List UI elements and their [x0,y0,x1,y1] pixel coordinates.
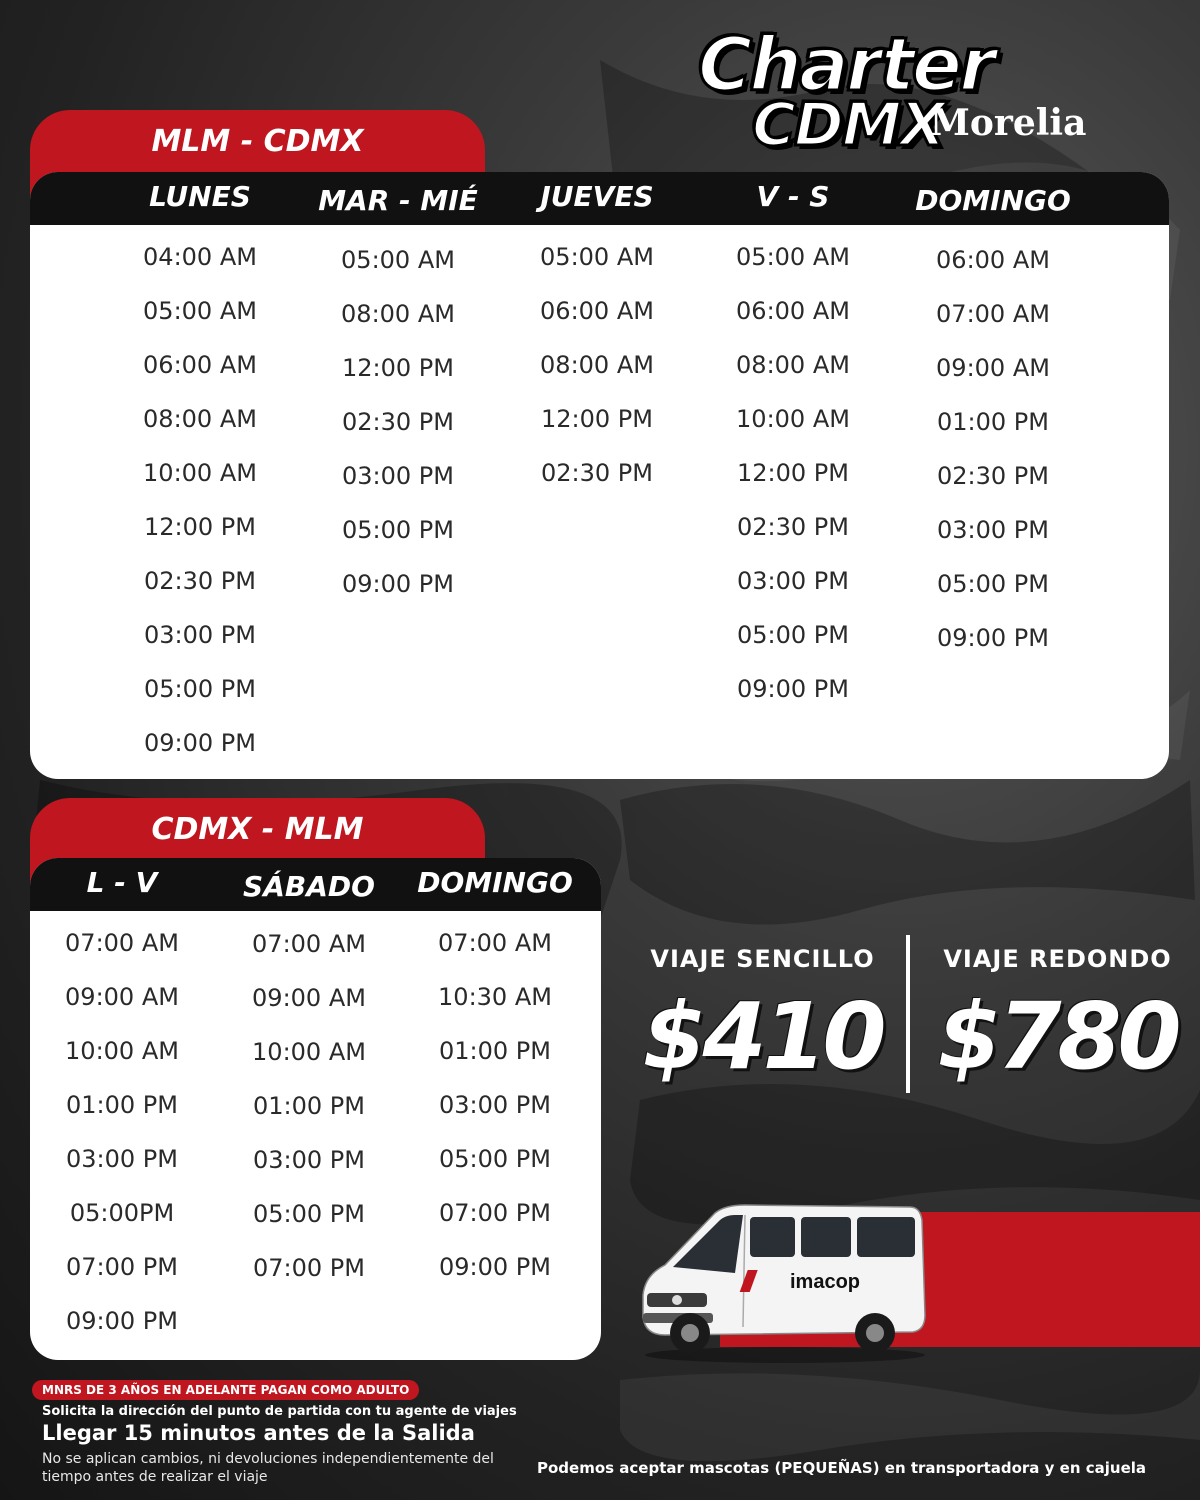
van-illustration [635,1195,935,1365]
departure-time: 09:00 PM [937,624,1049,652]
brand-logo [690,22,1110,162]
route-title: CDMX - MLM [151,812,364,847]
departure-time: 05:00 PM [439,1145,551,1173]
departure-time: 12:00 PM [541,405,653,433]
arrive-early-note: Llegar 15 minutos antes de la Salida [42,1421,475,1445]
times-column-v-s [736,240,850,726]
departure-time: 05:00 AM [341,246,455,274]
departure-time: 09:00 AM [252,984,366,1012]
times-column-l-v [65,926,179,1358]
departure-time: 09:00 PM [66,1307,178,1335]
times-column-lunes [143,240,257,779]
departure-time: 03:00 PM [937,516,1049,544]
col-header-l-v: L - V [86,866,158,899]
departure-time: 10:00 AM [65,1037,179,1065]
departure-time: 07:00 PM [253,1254,365,1282]
departure-time: 06:00 AM [143,351,257,379]
departure-time: 01:00 PM [66,1091,178,1119]
logo-city-text: Morelia [930,102,1087,144]
departure-time: 09:00 PM [144,729,256,757]
col-header-v-s: V - S [756,180,830,213]
departure-time: 03:00 PM [342,462,454,490]
departure-time: 07:00 AM [65,929,179,957]
price-divider [906,935,910,1093]
departure-time: 01:00 PM [253,1092,365,1120]
refund-policy-note: No se aplican cambios, ni devoluciones independientemente del tiempo antes de realizar el viaje [42,1451,494,1485]
departure-time: 09:00 PM [737,675,849,703]
schedule-card-cdmx-mlm [30,858,601,1360]
departure-time: 02:30 PM [737,513,849,541]
departure-time: 07:00 AM [252,930,366,958]
departure-time: 07:00 PM [66,1253,178,1281]
departure-time: 05:00 PM [937,570,1049,598]
departure-time: 04:00 AM [143,243,257,271]
departure-time: 05:00 PM [144,675,256,703]
price-round-label: VIAJE REDONDO [943,945,1172,973]
departure-time: 07:00 PM [439,1199,551,1227]
route-title: MLM - CDMX [151,124,364,159]
departure-time: 05:00 AM [736,243,850,271]
departure-time: 03:00 PM [737,567,849,595]
departure-time: 08:00 AM [540,351,654,379]
departure-time: 12:00 PM [737,459,849,487]
departure-time: 01:00 PM [439,1037,551,1065]
departure-time: 08:00 AM [143,405,257,433]
departure-time: 03:00 PM [439,1091,551,1119]
schedule-header-row [30,172,1169,225]
times-column-sabado [252,927,366,1305]
departure-time: 08:00 AM [341,300,455,328]
departure-time: 10:00 AM [252,1038,366,1066]
col-header-sabado: SÁBADO [243,870,375,903]
departure-time: 12:00 PM [342,354,454,382]
van-brand-text: imacop [790,1271,861,1293]
price-round-value: $780 [937,983,1178,1090]
departure-time: 08:00 AM [736,351,850,379]
departure-time: 09:00 PM [342,570,454,598]
departure-time: 07:00 AM [438,929,552,957]
departure-time: 05:00 AM [540,243,654,271]
times-column-domingo [936,243,1050,675]
departure-time: 03:00 PM [253,1146,365,1174]
departure-time: 02:30 PM [937,462,1049,490]
logo-charter-text: Charter [698,22,993,108]
price-round [935,945,1180,1090]
times-column-jueves [540,240,654,510]
departure-time: 05:00 PM [342,516,454,544]
departure-time: 01:00 PM [937,408,1049,436]
schedule-header-row [30,858,601,911]
departure-time: 10:30 AM [438,983,552,1011]
departure-time: 03:00 PM [66,1145,178,1173]
price-single [640,945,885,1090]
departure-time: 05:00 AM [143,297,257,325]
pets-note: Podemos aceptar mascotas (PEQUEÑAS) en transportadora y en cajuela [537,1459,1147,1477]
price-single-label: VIAJE SENCILLO [650,945,875,973]
col-header-domingo: DOMINGO [417,866,573,899]
departure-time: 02:30 PM [541,459,653,487]
col-header-jueves: JUEVES [540,180,654,213]
schedule-card-mlm-cdmx [30,172,1169,779]
departure-time: 07:00 AM [936,300,1050,328]
departure-time: 10:00 AM [736,405,850,433]
departure-time: 03:00 PM [144,621,256,649]
departure-time: 02:30 PM [342,408,454,436]
col-header-mar-mie: MAR - MIÉ [318,184,478,217]
departure-time: 06:00 AM [936,246,1050,274]
departure-time: 05:00PM [69,1199,175,1227]
departure-time: 06:00 AM [540,297,654,325]
price-single-value: $410 [642,983,883,1090]
departure-time: 12:00 PM [144,513,256,541]
departure-time: 09:00 AM [65,983,179,1011]
departure-time: 05:00 PM [253,1200,365,1228]
times-column-mar-mie [341,243,455,621]
departure-time: 09:00 AM [936,354,1050,382]
departure-time: 10:00 AM [143,459,257,487]
departure-time: 06:00 AM [736,297,850,325]
departure-time: 02:30 PM [144,567,256,595]
times-column-domingo [438,926,552,1304]
logo-cdmx-text: CDMX [752,90,944,160]
departure-time: 05:00 PM [737,621,849,649]
pickup-direction-note: Solicita la dirección del punto de partida con tu agente de viajes [42,1404,517,1419]
col-header-domingo: DOMINGO [915,184,1071,217]
col-header-lunes: LUNES [149,180,251,213]
departure-time: 09:00 PM [439,1253,551,1281]
age-notice-badge: MNRS DE 3 AÑOS EN ADELANTE PAGAN COMO ADULTO [32,1380,419,1400]
